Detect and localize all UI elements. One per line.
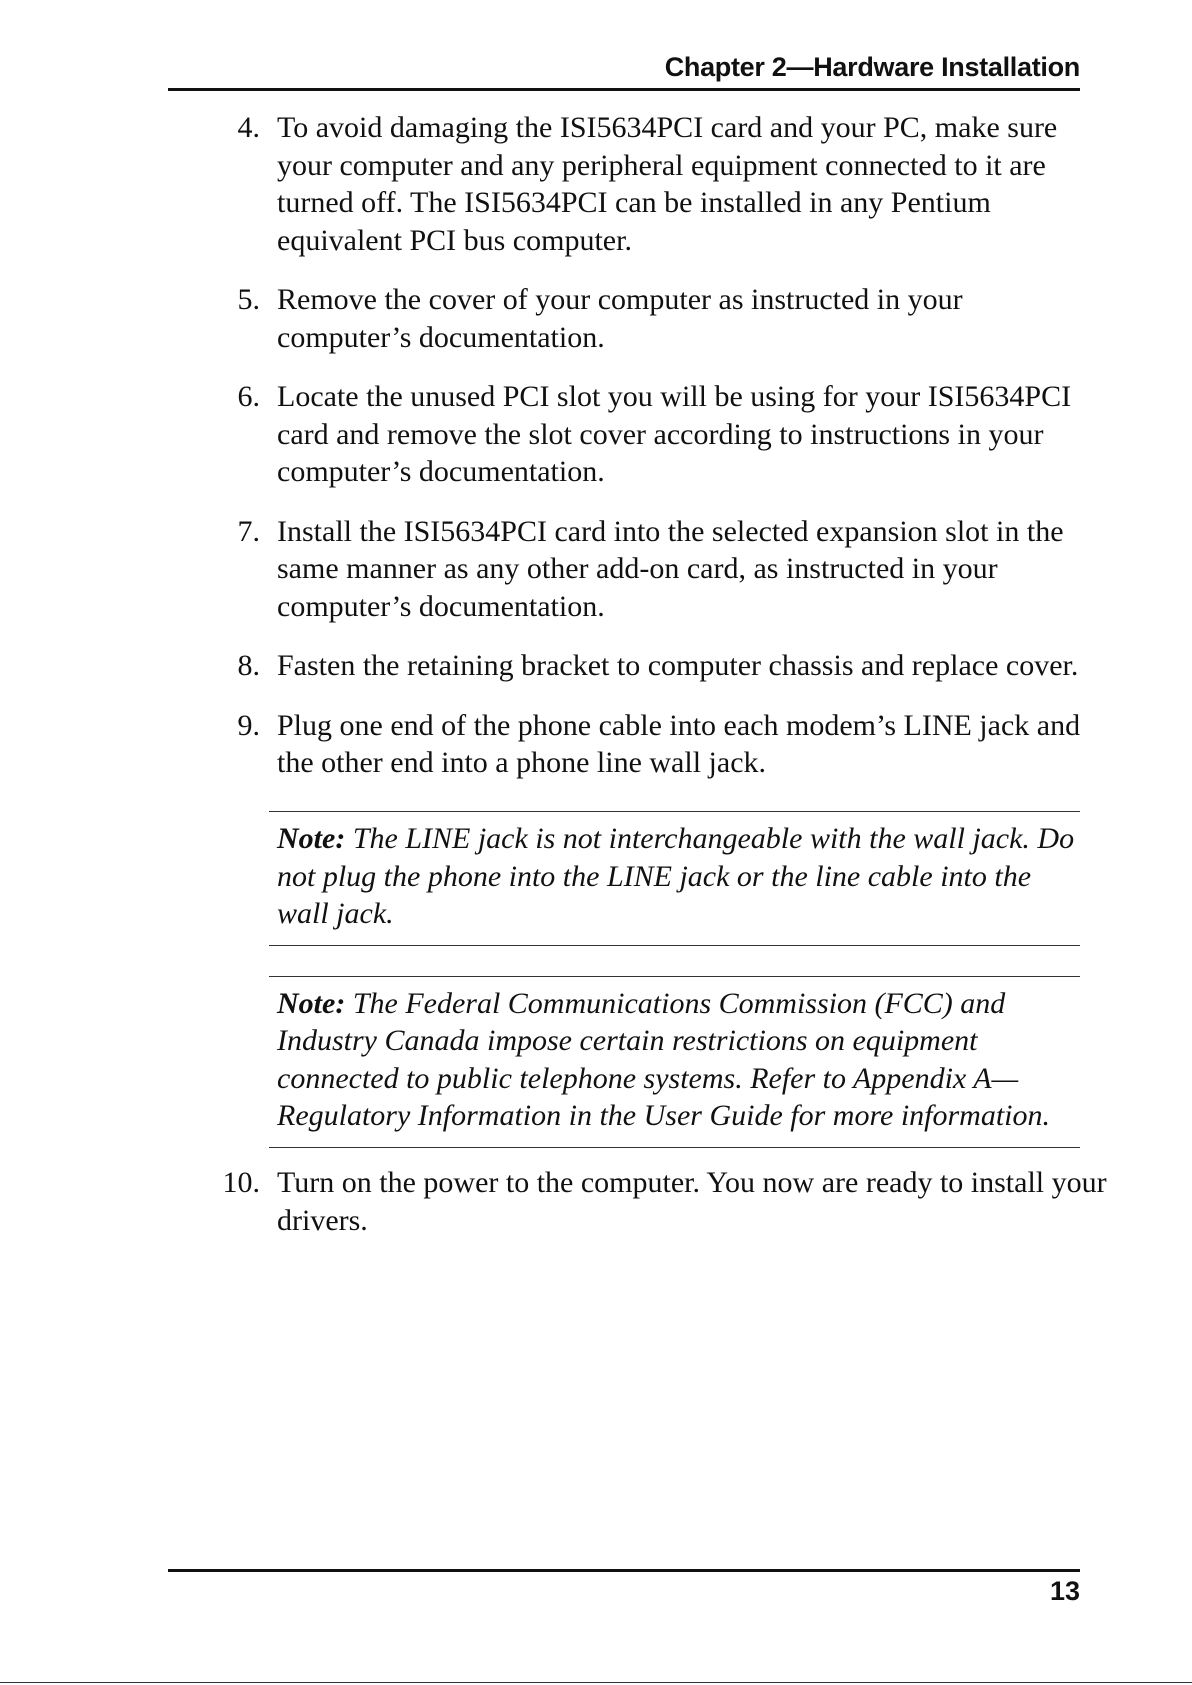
header-rule: [168, 88, 1080, 91]
step-number: 6.: [237, 380, 260, 413]
step-item: [200, 281, 1090, 356]
step-number: 5.: [237, 283, 260, 316]
note-box-line-jack: [269, 811, 1080, 946]
page-number: 13: [1049, 1576, 1080, 1606]
step-number: 9.: [237, 708, 260, 742]
step-text: Fasten the retaining bracket to computer chassis and replace cover.: [277, 649, 1079, 682]
step-number: 4.: [237, 111, 260, 144]
step-item-final: [200, 1164, 1167, 1239]
step-text: To avoid damaging the ISI5634PCI card and your PC, make sure your computer and any peripheral equipment connected to it are turned off. The ISI5634PCI can be installed in any Pentium equivalent PCI bus computer.: [277, 111, 1058, 257]
step-text: Turn on the power to the computer. You now are ready to install your drivers.: [277, 1166, 1107, 1237]
step-item: [200, 707, 1090, 782]
step-item: [200, 109, 1090, 259]
step-item: [200, 378, 1090, 491]
step-text: Install the ISI5634PCI card into the selected expansion slot in the same manner as any other add-on card, as instructed in your computer’s documentation.: [277, 514, 1064, 623]
step-number: 10.: [222, 1166, 260, 1199]
step-text: Remove the cover of your computer as instructed in your computer’s documentation.: [277, 283, 963, 354]
step-text: Plug one end of the phone cable into each modem’s LINE jack and the other end into a phone line wall jack.: [277, 708, 1081, 779]
note-text: The Federal Communications Commission (FCC) and Industry Canada impose certain restrictions on equipment connected to public telephone systems. Refer to Appendix A—Regulatory Information in the User Guide for more information.: [277, 986, 1050, 1132]
step-item: [200, 513, 1090, 626]
step-number: 8.: [237, 649, 260, 682]
step-number: 7.: [237, 514, 260, 548]
footer-rule: [168, 1569, 1080, 1572]
page-edge: [0, 1682, 1192, 1683]
note-label: Note:: [277, 986, 346, 1020]
note-box-fcc: [269, 976, 1080, 1148]
note-label: Note:: [277, 822, 346, 855]
step-item: [200, 647, 1090, 685]
installation-steps: [200, 109, 1090, 804]
note-text: The LINE jack is not interchangeable with the wall jack. Do not plug the phone into the LINE jack or the line cable into the wall jack.: [277, 822, 1075, 930]
notes-section: [0, 811, 1192, 1148]
step-text: Locate the unused PCI slot you will be using for your ISI5634PCI card and remove the slot cover according to instructions in your computer’s documentation.: [277, 380, 1072, 488]
chapter-header: Chapter 2—Hardware Installation: [664, 52, 1080, 82]
